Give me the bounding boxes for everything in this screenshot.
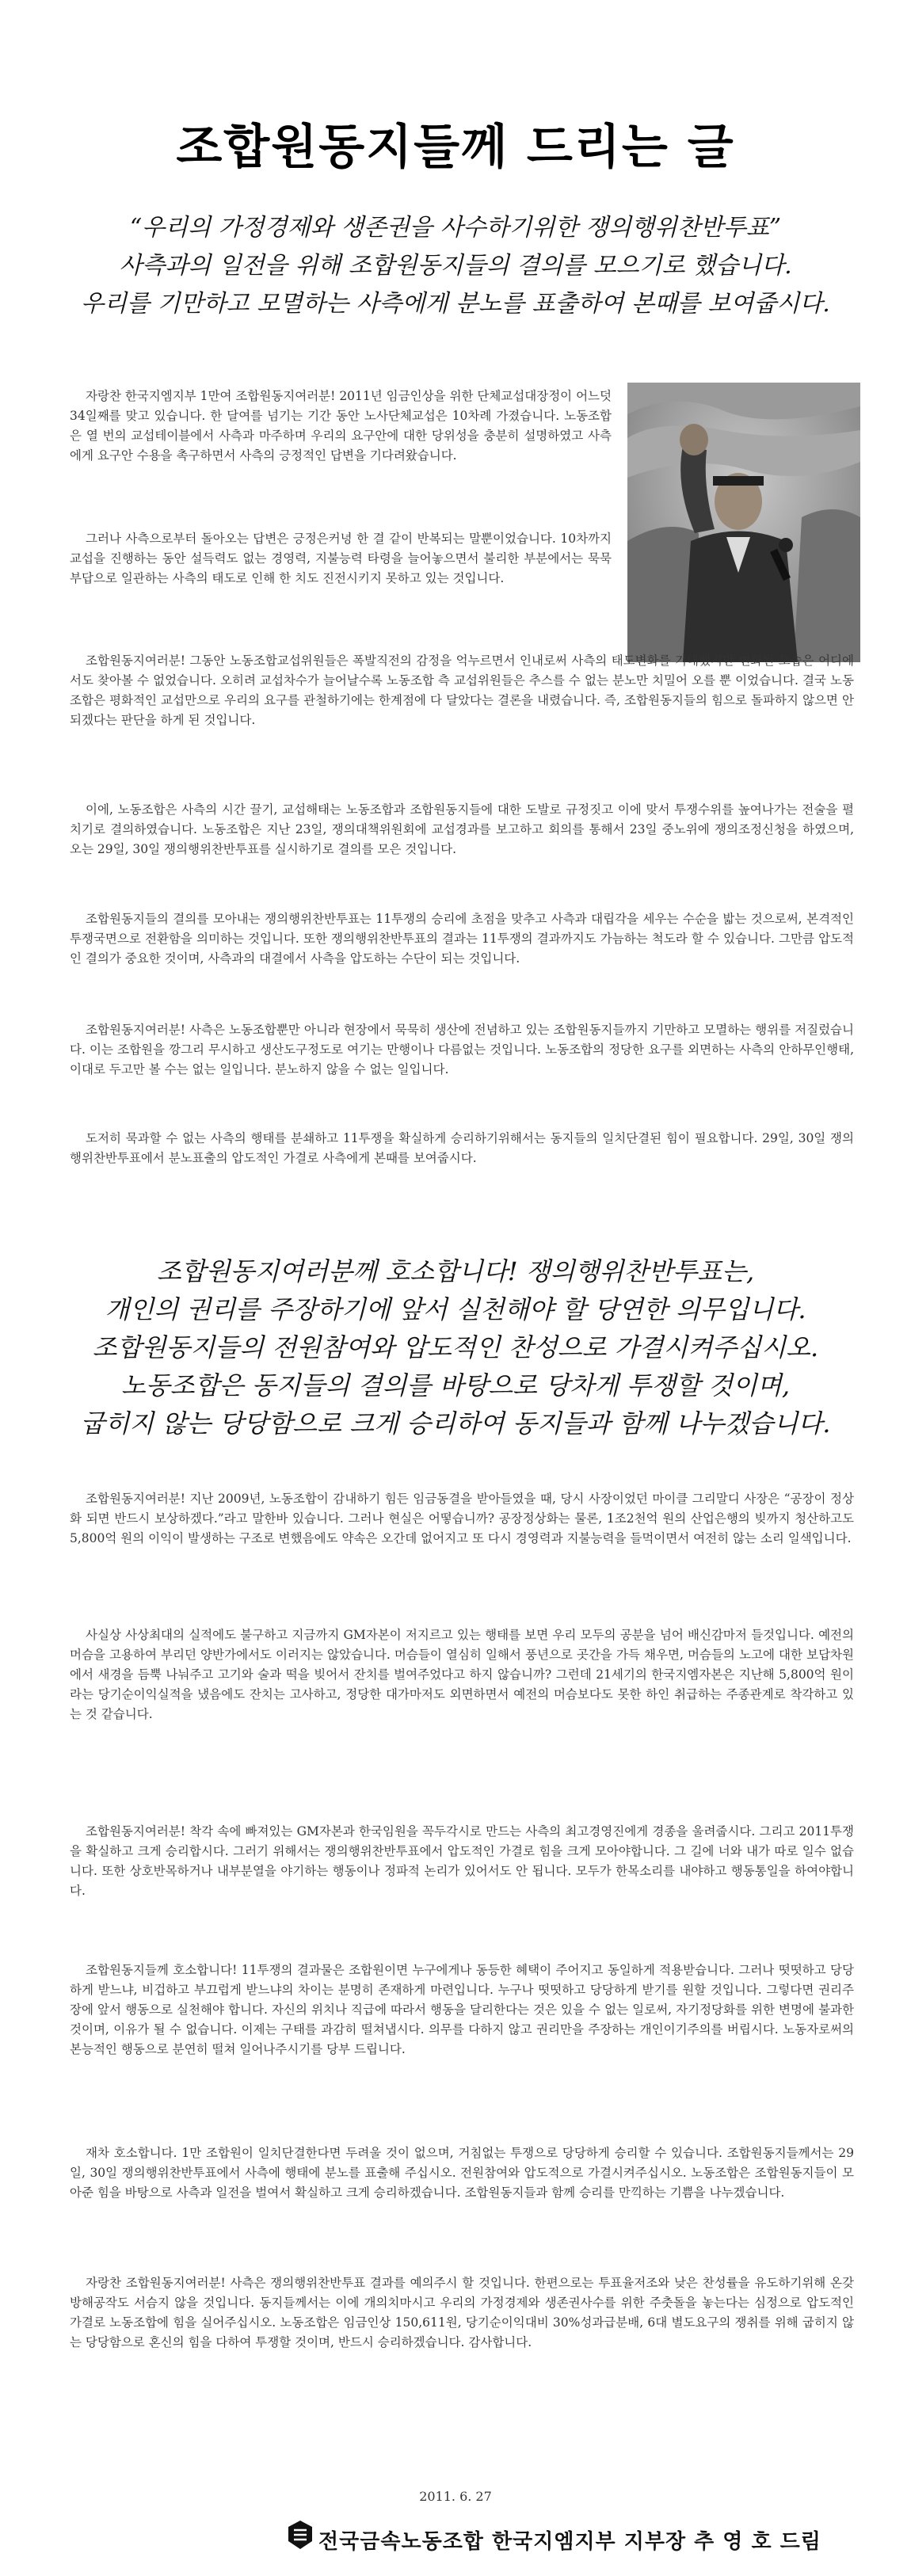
- document-date: 2011. 6. 27: [419, 2489, 492, 2504]
- paragraph-top-1: 자랑찬 한국지엠지부 1만여 조합원동지여러분! 2011년 임금인상을 위한 단체교섭대장정이 어느덧 34일째를 맞고 있습니다. 한 달여를 넘기는 기간 동안 노사단체교섭은 10차례 가졌습니다. 노동조합은 열 번의 교섭테이블에서 사측과 마주하며 우리의 요구안에 대한 당위성을 충분히 설명하였고 사측에게 요구안 수용을 촉구하면서 사측의 긍정적인 답변을 기다려왔습니다.: [70, 389, 612, 463]
- paragraph-bottom-3: 조합원동지여러분! 착각 속에 빠져있는 GM자본과 한국임원을 꼭두각시로 만드는 사측의 최고경영진에게 경종을 울려줍시다. 그리고 2011투쟁을 확실하고 크게 승리합시다. 그러기 위해서는 쟁의행위찬반투표에서 압도적인 가결로 힘을 크게 모아야합니다. 그 길에 너와 내가 따로 일수 없습니다. 또한 상호반목하거나 내부분열을 야기하는 행동이나 정파적 논리가 있어서도 안 됩니다. 모두가 한목소리를 내야하고 행동통일을 하여야합니다.: [70, 1824, 854, 1898]
- appeal-line-4: 노동조합은 동지들의 결의를 바탕으로 당차게 투쟁할 것이며,: [120, 1370, 790, 1400]
- speaker-photo-illustration: [627, 383, 860, 662]
- paragraph-top-7: 도저히 묵과할 수 없는 사측의 행태를 분쇄하고 11투쟁을 확실하게 승리하기위해서는 동지들의 일치단결된 힘이 필요합니다. 29일, 30일 쟁의행위찬반투표에서 분노표출의 압도적인 가결로 사측에게 본때를 보여줍시다.: [70, 1131, 854, 1165]
- paragraph-bottom-1: 조합원동지여러분! 지난 2009년, 노동조합이 감내하기 힘든 임금동결을 받아들였을 때, 당시 사장이었던 마이클 그리말디 사장은 “공장이 정상화 되면 반드시 보상하겠다.”라고 말한바 있습니다. 그러나 현실은 어떻습니까? 공장정상화는 물론, 1조2천억 원의 산업은행의 빚까지 청산하고도 5,800억 원의 이익이 발생하는 구조로 변했음에도 약속은 오간데 없어지고 또 다시 경영력과 지불능력을 들먹이면서 여전히 않는 소리 일색입니다.: [70, 1492, 854, 1545]
- subtitle-line-1: “우리의 가정경제와 생존권을 사수하기위한 쟁의행위찬반투표”: [129, 214, 782, 242]
- appeal-line-5: 굽히지 않는 당당함으로 크게 승리하여 동지들과 함께 나누겠습니다.: [80, 1408, 831, 1439]
- signature: 전국금속노동조합 한국지엠지부 지부장 추 영 호 드림: [318, 2530, 821, 2554]
- speaker-photo: [627, 383, 860, 662]
- paragraph-bottom-2: 사실상 사상최대의 실적에도 불구하고 지금까지 GM자본이 저지르고 있는 행태를 보면 우리 모두의 공분을 넘어 배신감마저 들것입니다. 예전의 머슴을 고용하여 부리던 양반가에서도 이러지는 않았습니다. 머슴들이 열심히 일해서 풍년으로 곳간을 가득 채우면, 머슴들의 노고에 대한 보답차원에서 새경을 듬뿍 나눠주고 고기와 술과 떡을 빚어서 잔치를 벌여주었다고 하지 않습니까? 그런데 21세기의 한국지엠자본은 지난해 5,800억 원이라는 당기순이익실적을 냈음에도 잔치는 고사하고, 정당한 대가마저도 외면하면서 예전의 머슴보다도 못한 하인 취급하는 주종관계로 착각하고 있는 것 같습니다.: [70, 1628, 854, 1721]
- paragraph-top-2: 그러나 사측으로부터 돌아오는 답변은 긍정은커녕 한 결 같이 반복되는 말뿐이었습니다. 10차까지 교섭을 진행하는 동안 설득력도 없는 경영력, 지불능력 타령을 늘어놓으면서 불리한 부분에서는 묵묵부답으로 일관하는 사측의 태도로 인해 한 치도 진전시키지 못하고 있는 것입니다.: [70, 532, 612, 585]
- appeal-line-1: 조합원동지여러분께 호소합니다! 쟁의행위찬반투표는,: [156, 1256, 755, 1286]
- paragraph-top-4: 이에, 노동조합은 사측의 시간 끌기, 교섭해태는 노동조합과 조합원동지들에 대한 도발로 규정짓고 이에 맞서 투쟁수위를 높여나가는 전술을 펼치기로 결의하였습니다. 노동조합은 지난 23일, 쟁의대책위원회에 교섭경과를 보고하고 회의를 통해서 23일 중노위에 쟁의조정신청을 하였으며, 오는 29일, 30일 쟁의행위찬반투표를 실시하기로 결의를 모은 것입니다.: [70, 802, 854, 856]
- paragraph-top-6: 조합원동지여러분! 사측은 노동조합뿐만 아니라 현장에서 묵묵히 생산에 전념하고 있는 조합원동지들까지 기만하고 모멸하는 행위를 저질렀습니다. 이는 조합원을 깡그리 무시하고 생산도구정도로 여기는 만행이나 다름없는 것입니다. 노동조합의 정당한 요구를 외면하는 사측의 안하무인행태, 이대로 두고만 볼 수는 없는 일입니다. 분노하지 않을 수 없는 일입니다.: [70, 1023, 854, 1077]
- appeal-line-3: 조합원동지들의 전원참여와 압도적인 찬성으로 가결시켜주십시오.: [92, 1332, 819, 1362]
- paragraph-bottom-4: 조합원동지들께 호소합니다! 11투쟁의 결과물은 조합원이면 누구에게나 동등한 혜택이 주어지고 동일하게 적용받습니다. 그러나 떳떳하고 당당하게 받느냐, 비겁하고 부끄럽게 받느냐의 차이는 분명히 존재하게 마련입니다. 누구나 떳떳하고 당당하게 받기를 원할 것입니다. 그렇다면 권리주장에 앞서 행동으로 실천해야 합니다. 자신의 위치나 직급에 따라서 행동을 달리한다는 것은 있을 수 없는 일로써, 자기정당화를 위한 변명에 불과한 것이며, 이유가 될 수 없습니다. 이제는 구태를 과감히 떨쳐냅시다. 의무를 다하지 않고 권리만을 주장하는 개인이기주의를 버립시다. 노동자로써의 본능적인 행동으로 분연히 떨쳐 일어나주시기를 당부 드립니다.: [70, 1963, 854, 2056]
- union-logo-icon: [285, 2519, 315, 2551]
- paragraph-top-5: 조합원동지들의 결의를 모아내는 쟁의행위찬반투표는 11투쟁의 승리에 초점을 맞추고 사측과 대립각을 세우는 수순을 밟는 것으로써, 본격적인 투쟁국면으로 전환함을 의미하는 것입니다. 또한 쟁의행위찬반투표의 결과는 11투쟁의 결과까지도 가늠하는 척도라 할 수 있습니다. 그만큼 압도적인 결의가 중요한 것이며, 사측과의 대결에서 사측을 압도하는 수단이 되는 것입니다.: [70, 912, 854, 966]
- paragraph-top-3: 조합원동지여러분! 그동안 노동조합교섭위원들은 폭발직전의 감정을 억누르면서 인내로써 사측의 태도변화를 기대했지만 변화된 모습은 어디에서도 찾아볼 수 없었습니다. 오히려 교섭차수가 늘어날수록 노동조합 측 교섭위원들은 추스를 수 없는 분노만 치밀어 오를 뿐 이었습니다. 결국 노동조합은 평화적인 교섭만으로 우리의 요구를 관철하기에는 한계점에 다 달았다는 결론을 내렸습니다. 즉, 조합원동지들의 힘으로 돌파하지 않으면 안 되겠다는 판단을 하게 된 것입니다.: [70, 654, 854, 727]
- page-title: 조합원동지들께 드리는 글: [176, 120, 735, 175]
- paragraph-bottom-5: 재차 호소합니다. 1만 조합원이 일치단결한다면 두려울 것이 없으며, 거침없는 투쟁으로 당당하게 승리할 수 있습니다. 조합원동지들께서는 29일, 30일 쟁의행위찬반투표에서 사측에 행태에 분노를 표출해 주십시오. 전원참여와 압도적으로 가결시켜주십시오. 노동조합은 조합원동지들이 모아준 힘을 바탕으로 사측과 일전을 벌여서 확실하고 크게 승리하겠습니다. 조합원동지들과 함께 승리를 만끽하는 기쁨을 나누겠습니다.: [70, 2146, 854, 2200]
- subtitle-line-2: 사측과의 일전을 위해 조합원동지들의 결의를 모으기로 했습니다.: [119, 252, 792, 280]
- appeal-line-2: 개인의 권리를 주장하기에 앞서 실천해야 할 당연한 의무입니다.: [105, 1294, 806, 1324]
- subtitle-line-3: 우리를 기만하고 모멸하는 사측에게 분노를 표출하여 본때를 보여줍시다.: [81, 290, 830, 318]
- paragraph-bottom-6: 자랑찬 조합원동지여러분! 사측은 쟁의행위찬반투표 결과를 예의주시 할 것입니다. 한편으로는 투표율저조와 낮은 찬성률을 유도하기위해 온갖 방해공작도 서슴지 않을 것입니다. 동지들께서는 이에 개의치마시고 우리의 가정경제와 생존권사수를 위한 주춧돌을 놓는다는 심정으로 압도적인 가결로 노동조합에 힘을 실어주십시오. 노동조합은 임금인상 150,611원, 당기순이익대비 30%성과급분배, 6대 별도요구의 쟁취를 위해 굽히지 않는 당당함으로 혼신의 힘을 다하여 투쟁할 것이며, 반드시 승리하겠습니다. 감사합니다.: [70, 2276, 854, 2349]
